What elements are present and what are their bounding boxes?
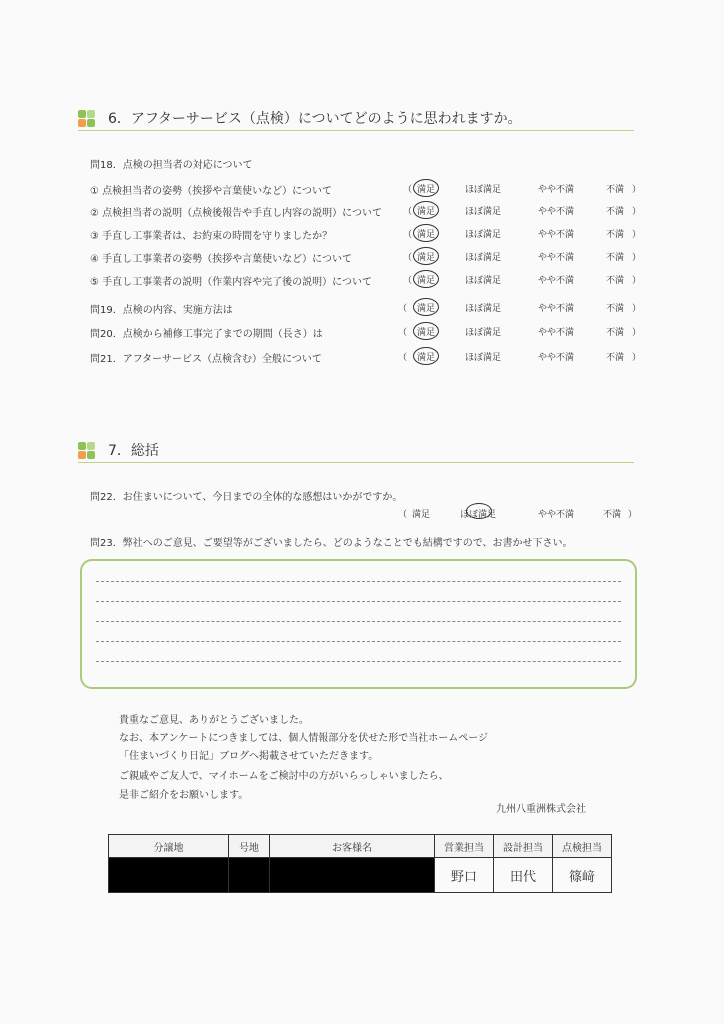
row-option[interactable]: ほぼ満足 xyxy=(465,304,502,314)
row-close-paren: ） xyxy=(632,207,642,217)
row-option[interactable]: 満足 xyxy=(417,230,436,240)
row-open-paren: （ xyxy=(398,328,408,338)
row-option[interactable]: やや不満 xyxy=(538,328,575,338)
row-option[interactable]: 満足 xyxy=(417,276,436,286)
leaf-icon xyxy=(78,110,96,128)
selection-circle xyxy=(413,298,439,316)
q22-selection-circle xyxy=(466,503,492,519)
row-label: ④ 手直し工事業者の姿勢（挨拶や言葉使いなど）について xyxy=(90,254,352,265)
row-label: ② 点検担当者の説明（点検後報告や手直し内容の説明）について xyxy=(90,208,382,219)
row-option[interactable]: 不満 xyxy=(606,207,625,217)
leaf-icon xyxy=(78,442,96,460)
row-open-paren: （ xyxy=(403,185,413,195)
row-close-paren: ） xyxy=(632,328,642,338)
row-option[interactable]: 満足 xyxy=(417,185,436,195)
row-option[interactable]: 不満 xyxy=(606,185,625,195)
header-inspection-rep: 点検担当 xyxy=(553,835,612,858)
row-label: ① 点検担当者の姿勢（挨拶や言葉使いなど）について xyxy=(90,186,332,197)
question-22: 問22．お住まいについて、今日までの全体的な感想はいかがですか。 xyxy=(90,492,403,503)
q22-open-paren: （ xyxy=(398,510,408,520)
q22-option-satisfied: 満足 xyxy=(412,510,431,520)
q22-option-dissatisfied: 不満 xyxy=(603,510,622,520)
row-option[interactable]: やや不満 xyxy=(538,304,575,314)
row-open-paren: （ xyxy=(403,207,413,217)
row-option[interactable]: ほぼ満足 xyxy=(465,353,502,363)
header-customer-name: お客様名 xyxy=(270,835,435,858)
section7-header xyxy=(78,440,634,463)
row-option[interactable]: 満足 xyxy=(417,253,436,263)
thanks-line-2: なお、本アンケートにつきましては、個人情報部分を伏せた形で当社ホームページ xyxy=(119,733,488,744)
question-18: 問18．点検の担当者の対応について xyxy=(90,160,253,171)
company-name: 九州八重洲株式会社 xyxy=(496,804,586,815)
header-lot-area: 分譲地 xyxy=(109,835,229,858)
selection-circle xyxy=(413,201,439,219)
row-option[interactable]: やや不満 xyxy=(538,185,575,195)
row-option[interactable]: やや不満 xyxy=(538,230,575,240)
row-close-paren: ） xyxy=(632,276,642,286)
redacted-lot-area xyxy=(109,858,229,893)
q22-option-slightly-dissatisfied: やや不満 xyxy=(538,510,575,520)
question-23: 問23．弊社へのご意見、ご要望等がございましたら、どのようなことでも結構ですので、お書かせ下さい。 xyxy=(90,538,573,549)
row-label: 問19．点検の内容、実施方法は xyxy=(90,305,233,316)
row-option[interactable]: やや不満 xyxy=(538,353,575,363)
staff-table xyxy=(108,834,612,893)
inspection-rep-name: 篠﨑 xyxy=(553,858,612,893)
thanks-line-4: ご親戚やご友人で、マイホームをご検討中の方がいらっしゃいましたら、 xyxy=(119,771,449,782)
header-design-rep: 設計担当 xyxy=(494,835,553,858)
row-open-paren: （ xyxy=(398,353,408,363)
row-option[interactable]: 不満 xyxy=(606,353,625,363)
selection-circle xyxy=(413,179,439,197)
row-option[interactable]: 満足 xyxy=(417,353,436,363)
q22-close-paren: ） xyxy=(628,510,638,520)
row-label: ③ 手直し工事業者は、お約束の時間を守りましたか？ xyxy=(90,231,333,242)
row-option[interactable]: 不満 xyxy=(606,304,625,314)
selection-circle xyxy=(413,322,439,340)
row-close-paren: ） xyxy=(632,185,642,195)
row-open-paren: （ xyxy=(398,304,408,314)
section6-title: 6．アフターサービス（点検）についてどのように思われますか。 xyxy=(108,111,522,127)
comment-box[interactable] xyxy=(80,559,637,689)
row-option[interactable]: 不満 xyxy=(606,230,625,240)
row-option[interactable]: 満足 xyxy=(417,207,436,217)
sales-rep-name: 野口 xyxy=(435,858,494,893)
header-sales-rep: 営業担当 xyxy=(435,835,494,858)
row-option[interactable]: 不満 xyxy=(606,253,625,263)
row-option[interactable]: やや不満 xyxy=(538,253,575,263)
row-close-paren: ） xyxy=(632,253,642,263)
redacted-customer-name xyxy=(270,858,435,893)
design-rep-name: 田代 xyxy=(494,858,553,893)
row-option[interactable]: 満足 xyxy=(417,328,436,338)
row-option[interactable]: ほぼ満足 xyxy=(465,185,502,195)
row-option[interactable]: 満足 xyxy=(417,304,436,314)
row-option[interactable]: ほぼ満足 xyxy=(465,253,502,263)
row-close-paren: ） xyxy=(632,230,642,240)
row-option[interactable]: 不満 xyxy=(606,276,625,286)
row-label: 問21．アフターサービス（点検含む）全般について xyxy=(90,354,322,365)
row-option[interactable]: やや不満 xyxy=(538,276,575,286)
row-label: 問20．点検から補修工事完了までの期間（長さ）は xyxy=(90,329,323,340)
thanks-line-5: 是非ご紹介をお願いします。 xyxy=(119,790,249,801)
row-option[interactable]: やや不満 xyxy=(538,207,575,217)
row-open-paren: （ xyxy=(403,276,413,286)
header-lot-number: 号地 xyxy=(229,835,270,858)
row-option[interactable]: 不満 xyxy=(606,328,625,338)
section7-title: 7．総括 xyxy=(108,443,159,459)
thanks-line-1: 貴重なご意見、ありがとうございました。 xyxy=(119,715,309,726)
row-close-paren: ） xyxy=(632,304,642,314)
row-option[interactable]: ほぼ満足 xyxy=(465,230,502,240)
selection-circle xyxy=(413,270,439,288)
row-option[interactable]: ほぼ満足 xyxy=(465,328,502,338)
redacted-lot-number xyxy=(229,858,270,893)
row-label: ⑤ 手直し工事業者の説明（作業内容や完了後の説明）について xyxy=(90,277,372,288)
selection-circle xyxy=(413,347,439,365)
row-close-paren: ） xyxy=(632,353,642,363)
row-open-paren: （ xyxy=(403,230,413,240)
thanks-line-3: 「住まいづくり日記」ブログへ掲載させていただきます。 xyxy=(119,751,379,762)
selection-circle xyxy=(413,247,439,265)
row-open-paren: （ xyxy=(403,253,413,263)
selection-circle xyxy=(413,224,439,242)
row-option[interactable]: ほぼ満足 xyxy=(465,207,502,217)
section6-header xyxy=(78,108,634,131)
q22-option-mostly-satisfied: ほぼ満足 xyxy=(460,510,497,520)
row-option[interactable]: ほぼ満足 xyxy=(465,276,502,286)
